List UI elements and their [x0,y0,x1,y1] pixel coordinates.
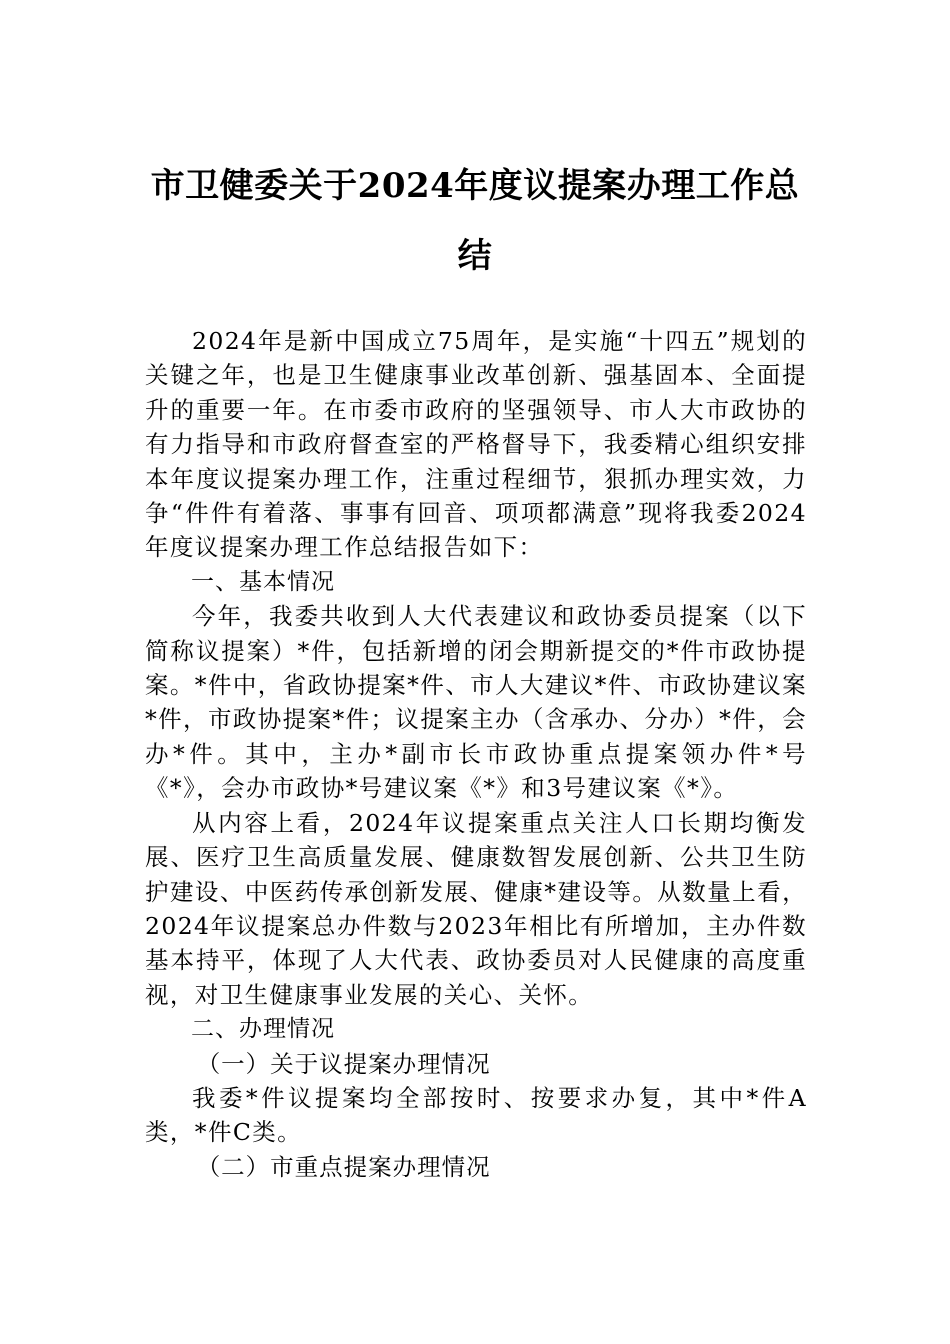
subsection-heading-key-proposals: （二）市重点提案办理情况 [196,1152,491,1181]
intro-paragraph: 2024年是新中国成立75周年，是实施“十四五”规划的关键之年，也是卫生健康事业改革创新、强基固本、全面提升的重要一年。在市委市政府的坚强领导、市人大市政协的有力指导和市政府督查室的严格督导下，我委精心组织安排本年度议提案办理工作，注重过程细节，狠抓办理实效，力争“件件有着落、事事有回音、项项都满意”现将我委2024年度议提案办理工作总结报告如下： [145,327,807,562]
section-heading-handling-situation: 二、办理情况 [191,1016,335,1043]
document-title-line-1: 市卫健委关于2024年度议提案办理工作总 [150,166,800,206]
basic-situation-paragraph-2: 从内容上看，2024年议提案重点关注人口长期均衡发展、医疗卫生高质量发展、健康数智发展创新、公共卫生防护建设、中医药传承创新发展、健康*建设等。从数量上看，2024年议提案总办件数与2023年相比有所增加，主办件数基本持平，体现了人大代表、政协委员对人民健康的高度重视，对卫生健康事业发展的关心、关怀。 [145,808,807,1009]
subsection-heading-proposal-handling: （一）关于议提案办理情况 [196,1049,491,1078]
document-title-line-2: 结 [457,236,493,276]
proposal-handling-paragraph: 我委*件议提案均全部按时、按要求办复，其中*件A类，*件C类。 [145,1083,807,1147]
document-body [145,324,807,1184]
section-heading-basic-situation: 一、基本情况 [191,568,335,595]
basic-situation-paragraph-1: 今年，我委共收到人大代表建议和政协委员提案（以下简称议提案）*件，包括新增的闭会期新提交的*件市政协提案。*件中，省政协提案*件、市人大建议*件、市政协建议案*件，市政协提案*件；议提案主办（含承办、分办）*件，会办*件。其中，主办*副市长市政协重点提案领办件*号《*》，会办市政协*号建议案《*》和3号建议案《*》。 [145,602,807,803]
